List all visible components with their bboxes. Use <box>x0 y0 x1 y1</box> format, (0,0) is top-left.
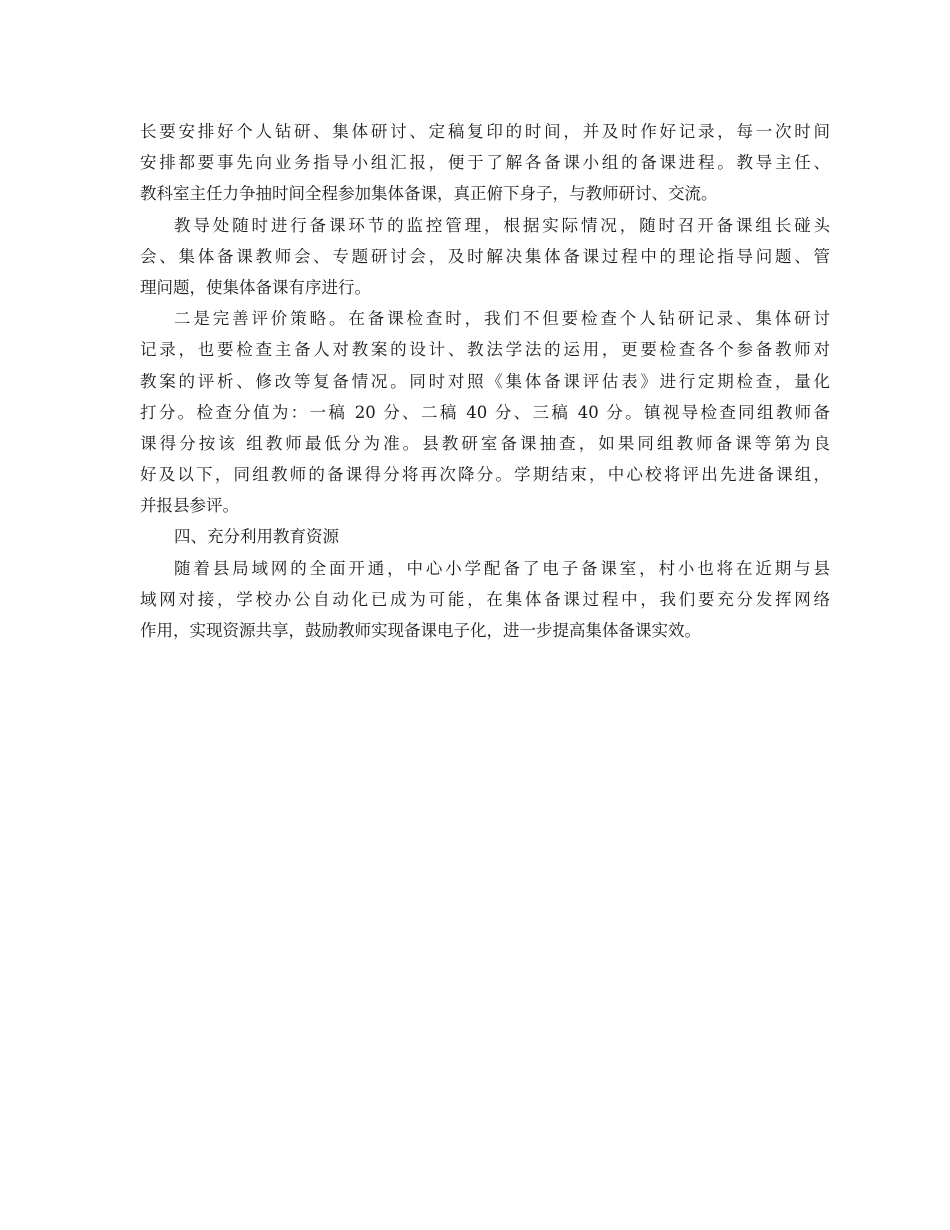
text-line: 教科室主任力争抽时间全程参加集体备课，真正俯下身子，与教师研讨、交流。 <box>140 184 718 204</box>
text-line: 教案的评析、修改等复备情况。同时对照《集体备课评估表》进行定期检查，量化 <box>140 371 830 391</box>
text-line: 好及以下，同组教师的备课得分将再次降分。学期结束，中心校将评出先进备课组， <box>140 465 830 485</box>
document-body <box>140 116 830 646</box>
text-line: 随着县局域网的全面开通，中心小学配备了电子备课室，村小也将在近期与县 <box>174 558 830 578</box>
text-line: 域网对接，学校办公自动化已成为可能，在集体备课过程中，我们要充分发挥网络 <box>140 589 830 609</box>
text-line: 会、集体备课教师会、专题研讨会，及时解决集体备课过程中的理论指导问题、管 <box>140 246 830 266</box>
text-line: 长要安排好个人钻研、集体研讨、定稿复印的时间，并及时作好记录，每一次时间 <box>140 122 830 141</box>
text-line: 安排都要事先向业务指导小组汇报，便于了解各备课小组的备课进程。教导主任、 <box>140 153 830 173</box>
text-line: 理问题，使集体备课有序进行。 <box>140 277 371 297</box>
text-line: 教导处随时进行备课环节的监控管理，根据实际情况，随时召开备课组长碰头 <box>174 215 830 235</box>
text-line: 课得分按该 组教师最低分为准。县教研室备课抽查，如果同组教师备课等第为良 <box>140 433 830 453</box>
text-line: 作用，实现资源共享，鼓励教师实现备课电子化，进一步提高集体备课实效。 <box>140 621 701 640</box>
text-line: 打分。检查分值为：一稿 20 分、二稿 40 分、三稿 40 分。镇视导检查同组教师备 <box>140 402 830 422</box>
text-line: 记录，也要检查主备人对教案的设计、教法学法的运用，更要检查各个参备教师对 <box>140 340 830 360</box>
text-line: 二是完善评价策略。在备课检查时，我们不但要检查个人钻研记录、集体研讨 <box>174 309 830 329</box>
section-heading: 四、充分利用教育资源 <box>174 527 339 547</box>
text-line: 并报县参评。 <box>140 496 239 516</box>
